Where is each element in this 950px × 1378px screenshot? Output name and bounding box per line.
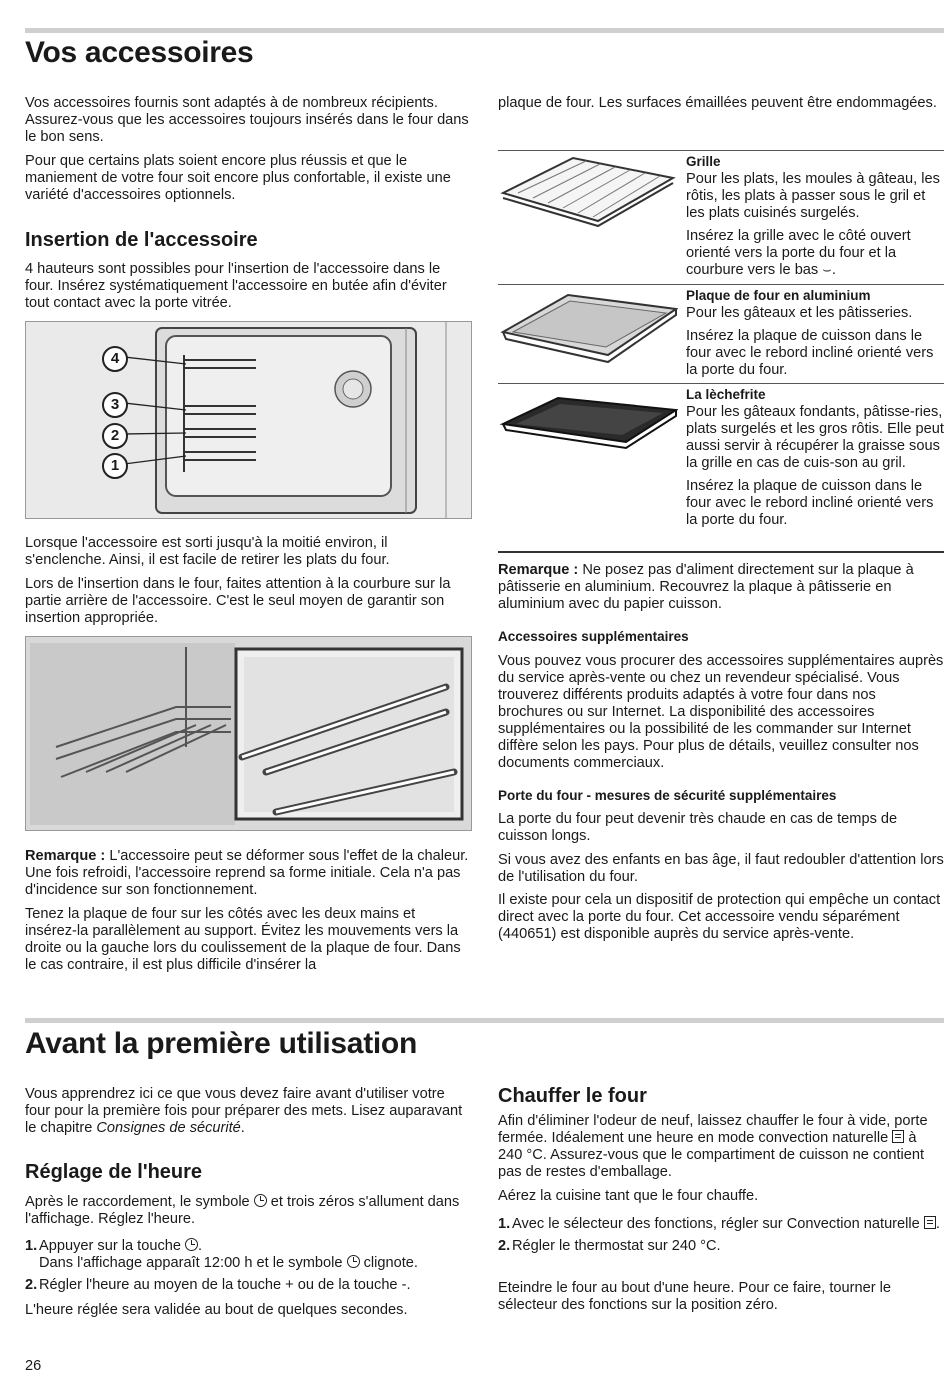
accessory-grille [498, 150, 944, 284]
convection-icon [892, 1130, 904, 1143]
heat-paragraph-2: Aérez la cuisine tant que le four chauffe. [498, 1188, 759, 1204]
accessory-grille-insert: Insérez la grille avec le côté ouvert orienté vers la porte du four et la courbure vers le bas [686, 228, 911, 278]
heat-step-2-text: Régler le thermostat sur 240 °C. [512, 1238, 721, 1254]
heat-steps [498, 1216, 944, 1260]
clock-step-2-text: Régler l'heure au moyen de la touche + ou de la touche -. [39, 1277, 411, 1293]
section-rule-second [25, 1018, 944, 1023]
heat-end-paragraph: Eteindre le four au bout d'une heure. Pour ce faire, tourner le sélecteur des fonctions sur la position zéro. [498, 1280, 892, 1313]
clock-step-1-text-b: Dans l'affichage apparaît 12:00 h et le symbole [39, 1255, 347, 1271]
accessory-grille-desc: Pour les plats, les moules à gâteau, les rôtis, les plats à passer sous le gril et les plats cuisinés surgelés. [686, 171, 940, 221]
section-rule-top [25, 28, 944, 33]
accessory-lechefrite-name: La lèchefrite [686, 387, 766, 402]
accessory-grille-name: Grille [686, 154, 721, 169]
safety-chapter-reference: Consignes de sécurité [96, 1120, 241, 1136]
note2-label: Remarque : [498, 562, 579, 578]
note2-text: Ne posez pas d'aliment directement sur la plaque à pâtisserie en aluminium. Recouvrez la plaque à pâtisserie en aluminium avec du papier cuisson. [498, 562, 914, 612]
insertion-paragraph: 4 hauteurs sont possibles pour l'insertion de l'accessoire dans le four. Insérez systématiquement l'accessoire en butée afin d'éviter tout contact avec la porte vitrée. [25, 261, 447, 311]
level-1-badge: 1 [102, 453, 128, 479]
clock-icon [254, 1194, 267, 1207]
extra-accessories-heading: Accessoires supplémentaires [498, 629, 689, 644]
convection-icon [924, 1216, 936, 1229]
clock-heading: Réglage de l'heure [25, 1161, 203, 1183]
clock-step-1: 1. Appuyer sur la touche . Dans l'affichage apparaît 12:00 h et le symbole clignote. [25, 1238, 418, 1271]
level-2-badge: 2 [102, 423, 128, 449]
grille-image [498, 153, 678, 233]
aluminium-tray-image [498, 287, 678, 367]
oven-drawing [26, 322, 471, 518]
clock-steps [25, 1238, 470, 1299]
heat-text-a: Afin d'éliminer l'odeur de neuf, laissez chauffer le four à vide, porte fermée. Idéalement une heure en mode convection naturelle [498, 1113, 928, 1146]
clock-text-a: Après le raccordement, le symbole [25, 1194, 254, 1210]
section-title-accessories: Vos accessoires [25, 36, 254, 69]
heat-heading: Chauffer le four [498, 1085, 647, 1107]
clock-paragraph [25, 1194, 470, 1228]
door-safety-heading: Porte du four - mesures de sécurité supplémentaires [498, 788, 837, 803]
accessory-aluminium-tray [498, 284, 944, 383]
extra-accessories-paragraph: Vous pouvez vous procurer des accessoires supplémentaires auprès du service après-vente ou chez un revendeur spécialisé. Vous trouverez différents produits adaptés à votre four dans nos brochures ou sur Internet. La disponibilité des accessoires supplémentaires ou la possibilité de les commander sur Internet diffère selon les pays. Pour plus de détails, veuillez consulter nos documents commerciaux. [498, 653, 944, 771]
level-3-badge: 3 [102, 392, 128, 418]
door-paragraph-3: Il existe pour cela un dispositif de protection qui empêche un contact direct avec la porte du four. Cet accessoire vendu séparément (440651) est disponible auprès du service après-vente. [498, 892, 941, 942]
heat-step-1: 1. Avec le sélecteur des fonctions, régler sur Convection naturelle . [498, 1216, 940, 1232]
clock-step-1-text-a: Appuyer sur la touche [39, 1238, 186, 1254]
rack-detail-illustration [25, 636, 472, 831]
curve-down-icon: ⌣. [822, 262, 836, 278]
accessory-lechefrite [498, 383, 944, 553]
note2-paragraph [498, 562, 944, 613]
note-label: Remarque : [25, 848, 106, 864]
accessory-lechefrite-insert: Insérez la plaque de cuisson dans le four avec le rebord incliné orienté vers la porte du four. [686, 478, 934, 528]
curve-paragraph: Lors de l'insertion dans le four, faites attention à la courbure sur la partie arrière de l'accessoire. C'est le seul moyen de garantir son insertion appropriée. [25, 576, 451, 626]
rack-drawing [26, 637, 471, 830]
first-use-intro: Vous apprendrez ici ce que vous devez faire avant d'utiliser votre four pour la première fois pour préparer des mets. Lisez auparavant le chapitre Consignes de sécurité. [25, 1086, 463, 1136]
intro-paragraph-1: Vos accessoires fournis sont adaptés à de nombreux récipients. Assurez-vous que les accessoires toujours insérés dans le four dans le bon sens. [25, 95, 469, 145]
door-paragraph-1: La porte du four peut devenir très chaude en cas de temps de cuisson longs. [498, 811, 898, 844]
heat-text-b: à 240 °C. Assurez-vous que le compartiment de cuisson ne contient pas de restes d'emballage. [498, 1130, 925, 1180]
page-number: 26 [25, 1358, 42, 1374]
clock-text-b: et trois zéros s'allument dans l'affichage. Réglez l'heure. [25, 1194, 460, 1227]
accessory-lechefrite-desc: Pour les gâteaux fondants, pâtisse-ries, plats surgelés et les gros rôtis. Elle peut aussi servir à récupérer la graisse sous la grille en cas de cuis-son au gril. [686, 404, 944, 471]
heat-paragraph-1 [498, 1113, 944, 1181]
heat-step-1-text: Avec le sélecteur des fonctions, régler sur Convection naturelle [512, 1216, 924, 1232]
section-title-first-use: Avant la première utilisation [25, 1027, 417, 1060]
accessory-aluminium-name: Plaque de four en aluminium [686, 288, 871, 303]
clock-end-paragraph: L'heure réglée sera validée au bout de quelques secondes. [25, 1302, 408, 1318]
clock-step-1-text-c: clignote. [359, 1255, 418, 1271]
lechefrite-image [498, 386, 678, 456]
door-paragraph-2: Si vous avez des enfants en bas âge, il faut redoubler d'attention lors de l'utilisation du four. [498, 852, 944, 885]
intro-paragraph-2: Pour que certains plats soient encore plus réussis et que le maniement de votre four soit encore plus confortable, il existe une variété d'accessoires optionnels. [25, 153, 451, 203]
insertion-heading: Insertion de l'accessoire [25, 229, 258, 251]
clock-step-2: 2. Régler l'heure au moyen de la touche + ou de la touche -. [25, 1277, 411, 1293]
hold-paragraph-continued: plaque de four. Les surfaces émaillées peuvent être endommagées. [498, 95, 937, 111]
level-4-badge: 4 [102, 346, 128, 372]
first-use-intro-text: Vous apprendrez ici ce que vous devez faire avant d'utiliser votre four pour la première fois pour préparer des mets. Lisez auparavant le chapitre [25, 1086, 463, 1136]
clock-icon [347, 1255, 360, 1268]
clock-icon [185, 1238, 198, 1251]
heat-step-2: 2. Régler le thermostat sur 240 °C. [498, 1238, 721, 1254]
accessory-aluminium-insert: Insérez la plaque de cuisson dans le four avec le rebord incliné orienté vers la porte du four. [686, 328, 934, 378]
note-paragraph [25, 848, 470, 899]
hold-paragraph: Tenez la plaque de four sur les côtés avec les deux mains et insérez-la parallèlement au support. Évitez les mouvements vers la droite ou la gauche lors du coulissement de la plaque de four. Dans le cas contraire, il est plus difficile d'insérer la [25, 906, 461, 973]
accessory-aluminium-desc: Pour les gâteaux et les pâtisseries. [686, 305, 913, 321]
oven-levels-illustration [25, 321, 472, 519]
half-out-paragraph: Lorsque l'accessoire est sorti jusqu'à la moitié environ, il s'enclenche. Ainsi, il est facile de retirer les plats du four. [25, 535, 390, 568]
note-text: L'accessoire peut se déformer sous l'effet de la chaleur. Une fois refroidi, l'accessoire reprend sa forme initiale. Cela n'a pas d'incidence sur son fonctionnement. [25, 848, 469, 898]
